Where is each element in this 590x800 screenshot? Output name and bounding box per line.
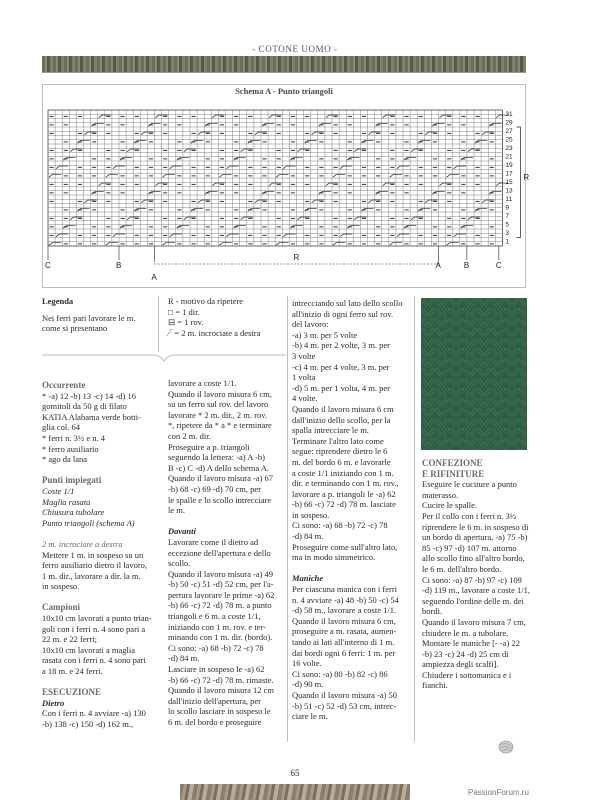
text-line: -d) 84 m.: [168, 653, 200, 664]
text-column-3: [292, 298, 412, 722]
text-line: [292, 563, 412, 574]
text-line: Quando il lavoro misura -a) 49: [168, 568, 274, 579]
text-line: -b) 66 -c) 72 -d) 78 m. lasciate: [292, 499, 396, 510]
text-line: 1 m. dir., lavorare a dir. la m.: [42, 570, 141, 581]
chart-marker-label: C: [45, 261, 51, 270]
text-line: Quando il lavoro misura 7 cm,: [422, 616, 526, 627]
legend-item-repeat: [168, 296, 286, 307]
header-photo-strip: [42, 56, 526, 72]
text-line: scollo.: [168, 558, 191, 569]
row-number: 5: [505, 221, 510, 229]
text-line: Mettere 1 m. in sospeso su un: [42, 549, 144, 560]
text-line: Quando il lavoro misura -a) 67: [168, 473, 274, 484]
text-line: iniziando con 1 m. rov. e ter-: [168, 621, 266, 632]
chart-marker-label: C: [495, 261, 502, 270]
legend-text: = 2 m. incrociate a destra: [174, 327, 261, 338]
text-line: Coste 1/1: [42, 485, 75, 496]
knit-texture: [421, 298, 527, 450]
text-column-4: [422, 458, 534, 691]
row-number: 31: [505, 110, 513, 118]
text-line: in sospeso.: [292, 509, 330, 520]
text-line: -d) 5 m. per 1 volta, 4 m. per: [292, 382, 390, 393]
legend-item-cross: [168, 328, 286, 339]
text-line: Ci sono: -a) 68 -b) 72 -c) 78: [292, 520, 388, 531]
text-line: seguendo la lettera: -a) A -b): [168, 452, 266, 463]
text-line: [42, 592, 154, 603]
text-line: Quando il lavoro misura -a) 50: [292, 689, 398, 700]
knitting-chart: [42, 108, 530, 284]
row-number: 7: [505, 212, 510, 220]
column-divider: [158, 296, 159, 352]
text-line: ciare le m.: [292, 711, 328, 722]
text-line: * -a) 12 -b) 13 -c) 14 -d) 16: [42, 390, 136, 401]
text-line: Maniche: [292, 573, 324, 584]
text-line: Cucire le spalle.: [422, 500, 477, 511]
text-line: Maglia rasata: [42, 496, 91, 507]
text-line: lavorare a coste 1/1.: [168, 378, 237, 388]
legend-symbol: ⁄‾: [168, 327, 173, 338]
text-line: 10x10 cm lavorati a maglia: [42, 644, 135, 655]
text-line: Montare le maniche [- -a) 22: [422, 638, 520, 649]
text-line: seguendo l'ordine delle m. dei: [422, 595, 524, 606]
row-number: 1: [505, 238, 510, 246]
row-number: 23: [505, 144, 513, 152]
row-number: 27: [505, 127, 513, 135]
legend-title: Legenda: [42, 296, 74, 306]
text-line: le spalle e lo scollo intrecciare: [168, 494, 272, 505]
text-line: del lavoro:: [292, 319, 329, 330]
text-line: 2 m. incrociate a destra: [42, 538, 123, 549]
text-column-1: [42, 380, 154, 730]
text-line: Con i ferri n. 4 avviare -a) 130: [42, 708, 146, 719]
chart-marker-label: A: [151, 273, 157, 282]
text-line: [42, 465, 154, 476]
text-line: tando ai lati all'interno di 1 m.: [292, 637, 395, 647]
row-number: 17: [505, 170, 513, 178]
text-line: -d) 90 m.: [292, 679, 324, 690]
text-line: -b) 50 -c) 51 -d) 52 cm, per l'a-: [168, 579, 274, 590]
text-line: 10x10 cm lavorati a punto trian-: [42, 613, 152, 624]
text-line: 3 volte: [292, 350, 316, 361]
column-divider: [414, 296, 415, 742]
legend-symbol: ⊟: [168, 317, 176, 328]
text-line: -b) 51 -c) 52 -d) 53 cm, intrec-: [292, 700, 397, 711]
text-line: [168, 516, 284, 527]
text-line: Chiudere i sottomanica e i: [422, 669, 512, 680]
text-line: [42, 677, 154, 688]
text-line: a 18 m. e 24 ferri.: [42, 666, 103, 677]
text-line: su un ferro sul rov. del lavoro: [168, 399, 269, 410]
text-line: -b) 68 -c) 69 -d) 70 cm, per: [168, 483, 261, 494]
column-divider: [287, 296, 288, 742]
legend-text: = 1 dir.: [175, 306, 200, 317]
text-line: Campioni: [42, 602, 81, 613]
text-line: all'inizio di ogni ferro sul rov.: [292, 308, 394, 319]
text-line: Ci sono: -a) 87 -b) 97 -c) 109: [422, 574, 522, 585]
text-line: minando con 1 m. dir. (bordo).: [168, 632, 273, 643]
legend-text: = 1 rov.: [177, 317, 204, 328]
text-line: ma in modo simmetrico.: [292, 552, 376, 563]
row-number: 19: [505, 161, 513, 169]
text-line: le 6 m. dell'altro bordo.: [422, 563, 502, 574]
text-line: Occorrente: [42, 380, 86, 390]
text-line: dall'inizio dello scollo, per la: [292, 414, 391, 425]
chart-title: Schema A - Punto triangoli: [235, 86, 333, 96]
legend-block: [42, 296, 152, 334]
text-line: -d) 84 m.: [292, 531, 324, 542]
text-line: Davanti: [168, 526, 196, 537]
footer-photo-strip: [180, 784, 410, 800]
text-line: gomitoli da 50 g di filato: [42, 401, 127, 412]
repeat-label: R: [523, 173, 530, 182]
repeat-bracket: [516, 127, 520, 238]
text-line: [42, 528, 154, 539]
text-line: 6 m. del bordo e proseguire: [168, 717, 262, 727]
text-line: ampiezza degli scalfi].: [422, 659, 499, 670]
text-line: Quando il lavoro misura 6 cm,: [168, 388, 272, 399]
text-line: -b) 66 -c) 72 -d) 78 m. rimaste.: [168, 674, 274, 685]
text-line: Lasciare in sospeso le -a) 62: [168, 664, 265, 675]
text-line: pertura lavorare le prime -a) 62: [168, 589, 275, 600]
text-line: lavorare * 2 m. dir., 2 m. rov.: [168, 409, 268, 420]
text-line: E RIFINITURE: [422, 468, 485, 479]
text-line: Quando il lavoro misura 12 cm: [168, 685, 274, 696]
text-line: fianchi.: [422, 680, 448, 691]
legend-items: [168, 296, 286, 338]
text-line: Dietro: [42, 697, 65, 708]
text-line: a coste 1/1 iniziando con 1 m.: [292, 467, 394, 478]
text-line: *, ripetere da * a * e terminare: [168, 420, 272, 431]
row-number: 13: [505, 187, 513, 195]
text-line: lo scollo lasciare in sospeso le: [168, 706, 271, 717]
text-line: dir. e terminando con 1 m. rov.,: [292, 478, 399, 489]
chart-marker-label: A: [435, 261, 441, 270]
text-line: goli con i ferri n. 4 sono pari a: [42, 623, 146, 634]
text-line: Proseguire come sull'altro lato,: [292, 541, 398, 552]
text-line: n. 4 avviare -a) 48 -b) 50 -c) 54: [292, 594, 399, 605]
text-line: 22 m. e 22 ferri;: [42, 634, 97, 645]
legend-intro-2: come si presentano: [42, 323, 108, 334]
knit-swatch-photo: [421, 298, 527, 450]
text-line: Ci sono: -a) 68 -b) 72 -c) 78: [168, 642, 264, 653]
text-line: 1 volta: [292, 372, 316, 383]
text-line: Punto triangoli (schema A): [42, 517, 135, 528]
text-line: ESECUZIONE: [42, 687, 102, 698]
legend-intro-1: Nei ferri pari lavorare le m.: [42, 312, 136, 323]
section-separator: [42, 352, 286, 364]
text-line: Punti impiegati: [42, 475, 102, 486]
text-line: intrecciando sul lato dello scollo: [292, 298, 403, 308]
text-line: Per ciascuna manica con i ferri: [292, 584, 398, 595]
text-line: materasso.: [422, 489, 459, 500]
text-line: lavorare a p. triangoli le -a) 62: [292, 488, 396, 499]
text-line: -b) 4 m. per 2 volte, 3 m. per: [292, 340, 390, 351]
row-number: 25: [505, 136, 513, 144]
text-line: Quando il lavoro misura 6 cm: [292, 403, 394, 414]
chart-marker-label: B: [116, 261, 122, 270]
chart-marker-label: R: [293, 253, 300, 262]
text-line: allo scollo fino all'altro bordo,: [422, 553, 525, 564]
text-line: proseguire a m. rasata, aumen-: [292, 626, 397, 637]
text-line: in sospeso.: [42, 581, 80, 592]
text-line: m. del bordo 6 m. e lavorarle: [292, 456, 391, 467]
text-line: dall'inizio dell'apertura, per: [168, 695, 261, 706]
text-line: -d) 58 m., lavorare a coste 1/1.: [292, 605, 397, 616]
text-line: * ferro ausiliario: [42, 443, 99, 454]
text-line: segue: riprendere dietro le 6: [292, 446, 388, 457]
row-number: 11: [505, 195, 513, 203]
row-number: 9: [505, 204, 510, 212]
row-number: 3: [505, 229, 510, 237]
row-number: 29: [505, 119, 513, 127]
yarn-ball-icon: [498, 740, 514, 754]
text-line: -d) 119 m., lavorare a coste 1/1,: [422, 585, 531, 596]
text-line: -a) 3 m. per 5 volte: [292, 329, 358, 340]
page-header: - COTONE UOMO -: [252, 44, 338, 54]
text-line: triangoli e 6 m. a coste 1/1,: [168, 611, 261, 622]
chart-marker-label: B: [463, 261, 470, 270]
text-line: -b) 66 -c) 72 -d) 78 m. a punto: [168, 600, 272, 611]
text-line: * ago da lana: [42, 454, 88, 465]
header-divider: [42, 72, 526, 73]
legend-item-knit: [168, 307, 286, 318]
text-line: con 2 m. dir.: [168, 430, 211, 441]
page-number: 65: [290, 768, 300, 778]
text-line: chiudere le m. a tubolare.: [422, 627, 509, 638]
text-line: * ferri n. 3½ e n. 4: [42, 432, 106, 443]
row-number: 21: [505, 153, 513, 161]
legend-symbol: □: [168, 306, 174, 317]
legend-item-purl: [168, 317, 286, 328]
text-line: -b) 23 -c) 24 -d) 25 cm di: [422, 648, 509, 659]
text-line: KATIA Alabama verde botti-: [42, 411, 141, 422]
text-line: le m.: [168, 505, 185, 516]
text-line: B -c) C -d) A dello schema A.: [168, 462, 270, 473]
text-column-2: [168, 378, 284, 728]
text-line: Quando il lavoro misura 6 cm,: [292, 615, 396, 626]
text-line: Eseguire le cuciture a punto: [422, 479, 517, 490]
text-line: -b) 138 -c) 150 -d) 162 m.,: [42, 719, 134, 729]
text-line: ferro ausiliario dietro il lavoro,: [42, 560, 148, 571]
text-line: dai bordi ogni 6 ferri: 1 m. per: [292, 647, 396, 658]
text-line: Lavorare come il dietro ad: [168, 536, 259, 547]
text-line: Per il collo con i ferri n. 3½: [422, 510, 517, 521]
text-line: CONFEZIONE: [422, 458, 483, 468]
text-line: riprendere le 6 m. in sospeso di: [422, 521, 529, 532]
text-line: eccezione dell'apertura e dello: [168, 547, 271, 558]
legend-text: - motivo da ripetere: [175, 296, 244, 306]
text-line: Proseguire a p. triangoli: [168, 441, 250, 452]
text-line: Chiusura tubolare: [42, 507, 105, 518]
text-line: Ci sono: -a) 80 -b) 82 -c) 86: [292, 668, 388, 679]
text-line: rasata con i ferri n. 4 sono pari: [42, 655, 146, 666]
text-line: 16 volte.: [292, 658, 322, 669]
text-line: glia col. 64: [42, 422, 81, 433]
row-number: 15: [505, 178, 513, 186]
watermark: PassionForum.ru: [468, 788, 529, 797]
text-line: Terminare l'altro lato come: [292, 435, 384, 446]
text-line: spalla intrecciare le m.: [292, 425, 369, 436]
text-line: -c) 4 m. per 4 volte, 3 m. per: [292, 361, 390, 372]
legend-symbol: R: [168, 296, 174, 306]
text-line: un bordo di apertura, -a) 75 -b): [422, 532, 528, 543]
text-line: 85 -c) 97 -d) 107 m. attorno: [422, 542, 517, 553]
text-line: 4 volte.: [292, 393, 318, 404]
text-line: bordi.: [422, 606, 443, 617]
